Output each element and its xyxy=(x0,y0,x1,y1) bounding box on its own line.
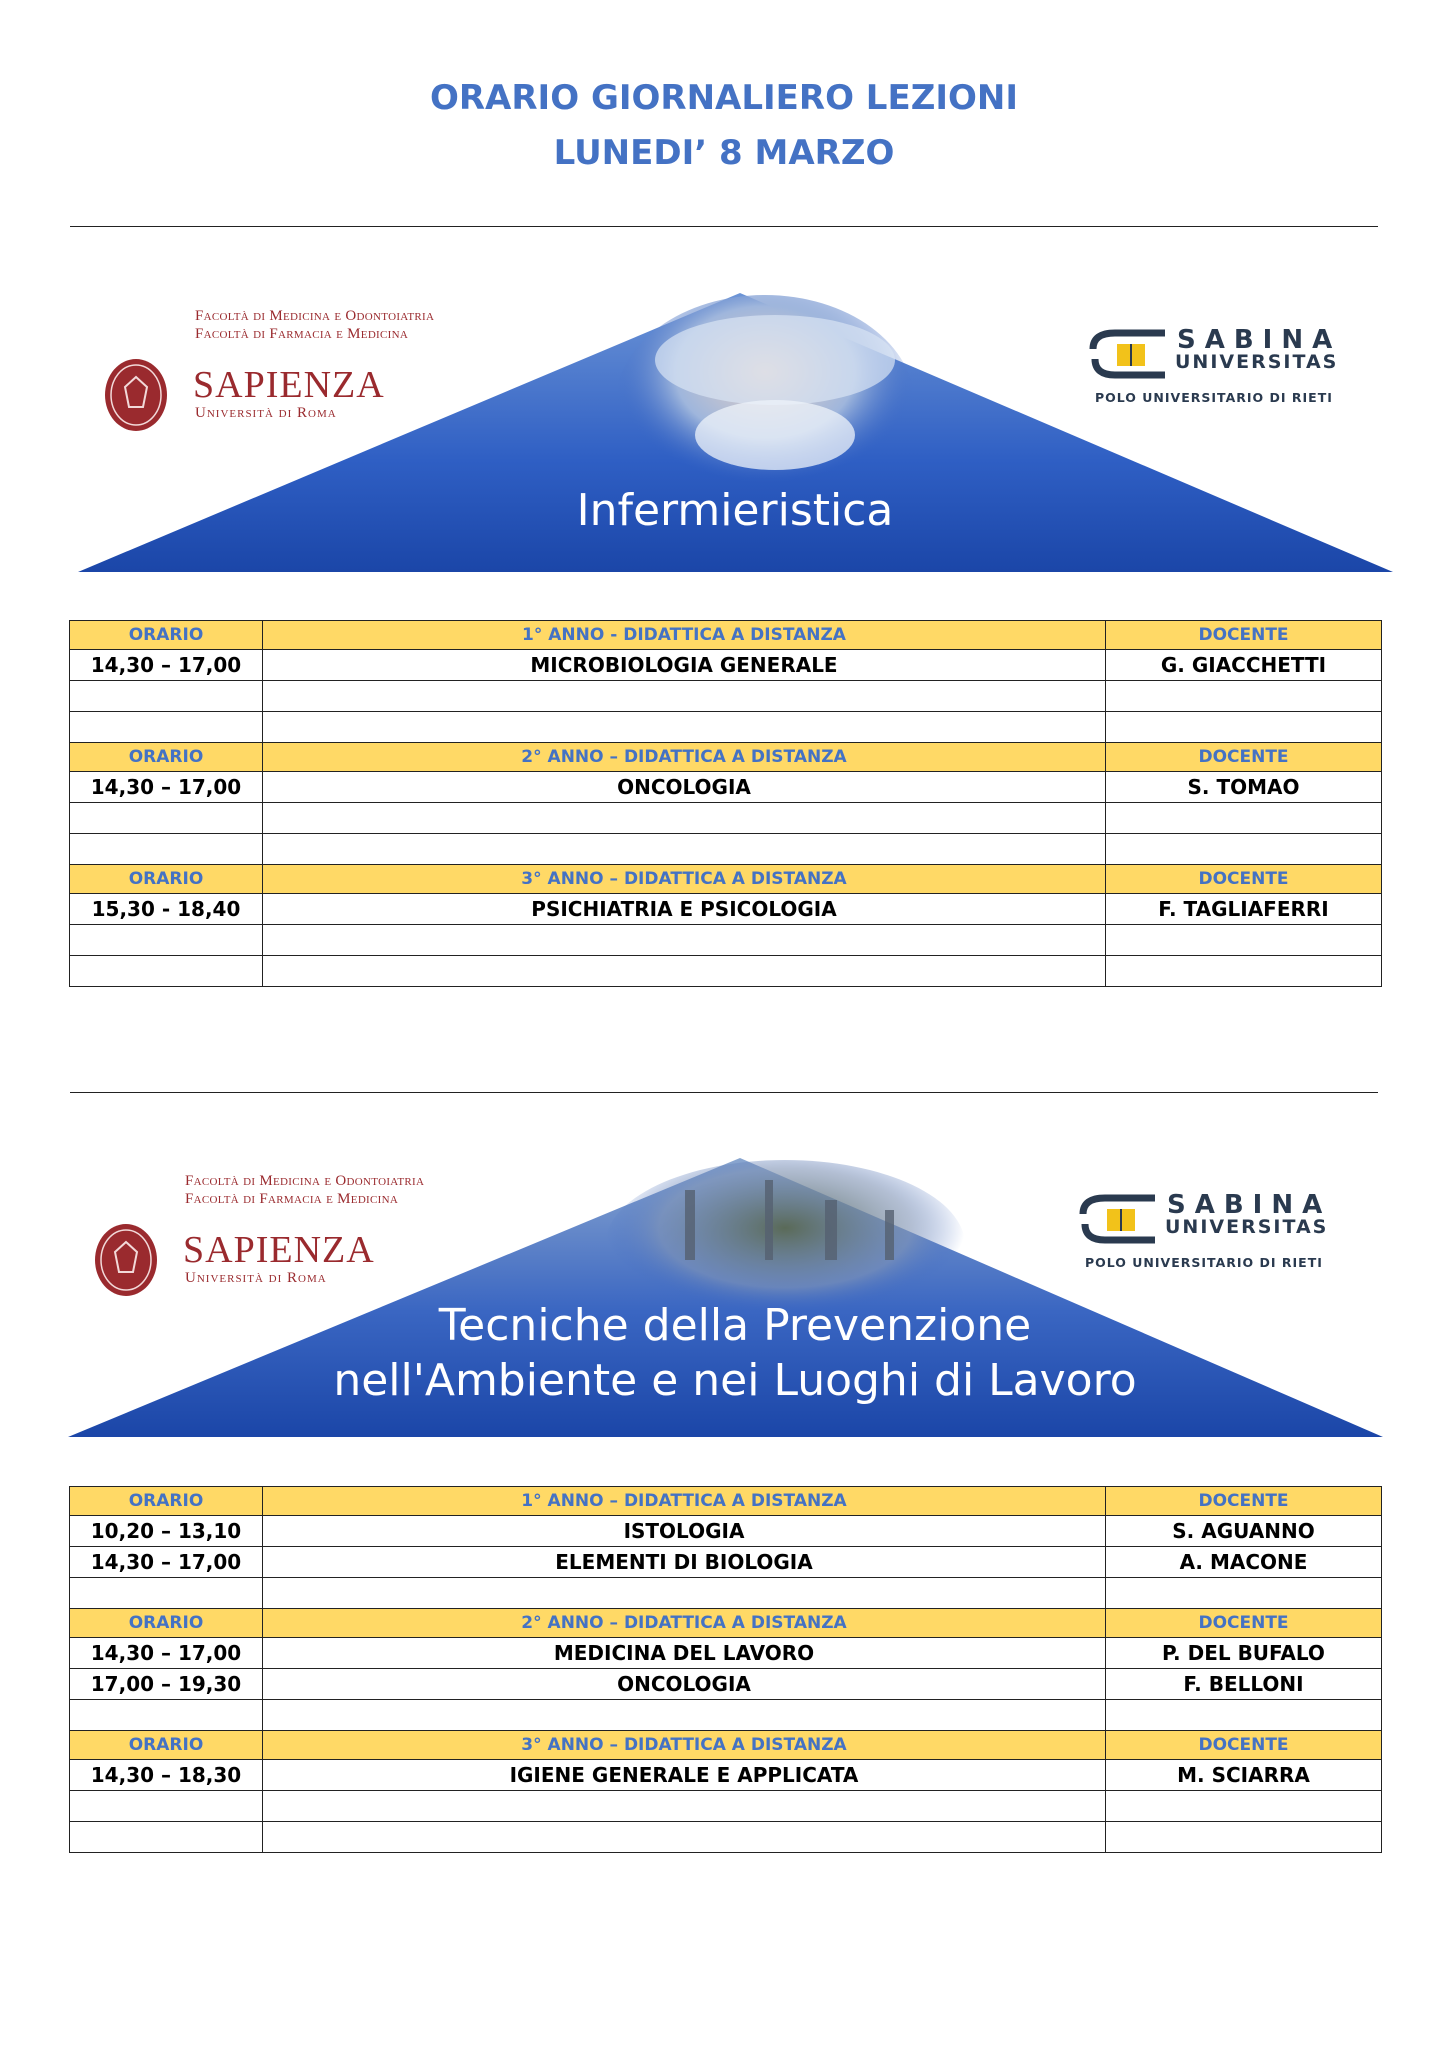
cell-orario: 14,30 – 17,00 xyxy=(70,650,263,681)
cell-docente: M. SCIARRA xyxy=(1106,1760,1382,1791)
cell-docente: A. MACONE xyxy=(1106,1547,1382,1578)
sapienza-faculty-line2: Facoltà di Farmacia e Medicina xyxy=(195,326,409,342)
divider-top xyxy=(70,226,1378,227)
cell-materia: PSICHIATRIA E PSICOLOGIA xyxy=(263,894,1106,925)
header-docente: DOCENTE xyxy=(1106,743,1382,772)
table-row xyxy=(70,712,1382,743)
sabina-logo xyxy=(1085,325,1375,415)
header-docente: DOCENTE xyxy=(1106,1487,1382,1516)
sapienza-faculty-line1: Facoltà di Medicina e Odontoiatria xyxy=(185,1173,425,1189)
page-title: ORARIO GIORNALIERO LEZIONI xyxy=(429,78,1019,118)
banner-caption: Infermieristica xyxy=(576,485,894,536)
header-docente: DOCENTE xyxy=(1106,621,1382,650)
cell-orario: 14,30 – 17,00 xyxy=(70,1638,263,1669)
header-docente: DOCENTE xyxy=(1106,865,1382,894)
sabina-polo: POLO UNIVERSITARIO DI RIETI xyxy=(1085,1255,1323,1270)
sapienza-subtitle: Università di Roma xyxy=(185,1270,327,1286)
cell-orario: 14,30 – 17,00 xyxy=(70,1547,263,1578)
header-orario: ORARIO xyxy=(70,1487,263,1516)
cell-orario xyxy=(70,803,263,834)
sabina-logo xyxy=(1075,1190,1365,1280)
banner-infermieristica xyxy=(75,285,1395,575)
sapienza-faculty-text xyxy=(185,1172,424,1208)
cell-orario: 14,30 – 17,00 xyxy=(70,772,263,803)
cell-orario xyxy=(70,1822,263,1853)
table-header-row xyxy=(70,1731,1382,1760)
header-orario: ORARIO xyxy=(70,865,263,894)
sapienza-subtitle: Università di Roma xyxy=(195,405,337,421)
table-row xyxy=(70,772,1382,803)
cell-materia: ONCOLOGIA xyxy=(263,772,1106,803)
header-anno: 1° ANNO – DIDATTICA A DISTANZA xyxy=(263,1487,1106,1516)
cell-orario xyxy=(70,925,263,956)
banner-tecniche-prevenzione xyxy=(65,1150,1385,1440)
header-orario: ORARIO xyxy=(70,621,263,650)
cell-docente: F. TAGLIAFERRI xyxy=(1106,894,1382,925)
cell-orario xyxy=(70,956,263,987)
table-row xyxy=(70,1760,1382,1791)
table-row xyxy=(70,1547,1382,1578)
table-row xyxy=(70,956,1382,987)
header-anno: 1° ANNO - DIDATTICA A DISTANZA xyxy=(263,621,1106,650)
table-row xyxy=(70,1578,1382,1609)
banner-caption-line1: Tecniche della Prevenzione xyxy=(438,1300,1032,1351)
sapienza-seal-icon xyxy=(93,1222,159,1298)
sabina-subtitle: UNIVERSITAS xyxy=(1175,351,1339,373)
header-orario: ORARIO xyxy=(70,743,263,772)
cell-materia xyxy=(263,925,1106,956)
table-row xyxy=(70,803,1382,834)
table-header-row xyxy=(70,1487,1382,1516)
cell-materia xyxy=(263,803,1106,834)
cell-materia xyxy=(263,1578,1106,1609)
cell-materia: ELEMENTI DI BIOLOGIA xyxy=(263,1547,1106,1578)
page-subtitle-date: LUNEDI’ 8 MARZO xyxy=(553,133,895,173)
cell-materia xyxy=(263,834,1106,865)
cell-materia: ONCOLOGIA xyxy=(263,1669,1106,1700)
table-row xyxy=(70,894,1382,925)
header-anno: 3° ANNO – DIDATTICA A DISTANZA xyxy=(263,1731,1106,1760)
table-header-row xyxy=(70,743,1382,772)
cell-materia: MICROBIOLOGIA GENERALE xyxy=(263,650,1106,681)
header-anno: 3° ANNO – DIDATTICA A DISTANZA xyxy=(263,865,1106,894)
cell-docente xyxy=(1106,1791,1382,1822)
cell-orario xyxy=(70,712,263,743)
sapienza-name: SAPIENZA xyxy=(193,364,385,406)
cell-docente xyxy=(1106,712,1382,743)
cell-orario xyxy=(70,1700,263,1731)
sabina-subtitle: UNIVERSITAS xyxy=(1165,1216,1329,1238)
cell-orario xyxy=(70,681,263,712)
cell-docente: F. BELLONI xyxy=(1106,1669,1382,1700)
cell-docente xyxy=(1106,925,1382,956)
cell-materia xyxy=(263,681,1106,712)
table-row xyxy=(70,1516,1382,1547)
sabina-polo: POLO UNIVERSITARIO DI RIETI xyxy=(1095,390,1333,405)
header-docente: DOCENTE xyxy=(1106,1609,1382,1638)
cell-materia xyxy=(263,956,1106,987)
cell-docente xyxy=(1106,956,1382,987)
sabina-name: SABINA xyxy=(1177,325,1342,355)
table-header-row xyxy=(70,621,1382,650)
sabina-book-icon xyxy=(1085,329,1171,379)
header-anno: 2° ANNO – DIDATTICA A DISTANZA xyxy=(263,743,1106,772)
table-row xyxy=(70,1700,1382,1731)
header-orario: ORARIO xyxy=(70,1731,263,1760)
cell-docente xyxy=(1106,803,1382,834)
table-row xyxy=(70,1669,1382,1700)
cell-orario xyxy=(70,1578,263,1609)
cell-docente: P. DEL BUFALO xyxy=(1106,1638,1382,1669)
sapienza-faculty-line1: Facoltà di Medicina e Odontoiatria xyxy=(195,308,435,324)
schedule-table-infermieristica xyxy=(69,620,1382,987)
cell-materia xyxy=(263,1791,1106,1822)
cell-materia: MEDICINA DEL LAVORO xyxy=(263,1638,1106,1669)
table-row xyxy=(70,925,1382,956)
table-row xyxy=(70,1638,1382,1669)
header-orario: ORARIO xyxy=(70,1609,263,1638)
cell-orario xyxy=(70,834,263,865)
cell-materia xyxy=(263,1822,1106,1853)
sapienza-faculty-line2: Facoltà di Farmacia e Medicina xyxy=(185,1191,399,1207)
header-anno: 2° ANNO – DIDATTICA A DISTANZA xyxy=(263,1609,1106,1638)
cell-orario xyxy=(70,1791,263,1822)
table-row xyxy=(70,1822,1382,1853)
cell-docente xyxy=(1106,681,1382,712)
divider-middle xyxy=(70,1092,1378,1093)
table-row xyxy=(70,650,1382,681)
sapienza-name: SAPIENZA xyxy=(183,1229,375,1271)
table-header-row xyxy=(70,1609,1382,1638)
cell-docente: S. AGUANNO xyxy=(1106,1516,1382,1547)
table-header-row xyxy=(70,865,1382,894)
cell-docente: S. TOMAO xyxy=(1106,772,1382,803)
cell-docente xyxy=(1106,1822,1382,1853)
sapienza-seal-icon xyxy=(103,357,169,433)
sabina-name: SABINA xyxy=(1167,1190,1332,1220)
cell-orario: 15,30 - 18,40 xyxy=(70,894,263,925)
cell-docente xyxy=(1106,1700,1382,1731)
cell-materia xyxy=(263,1700,1106,1731)
sabina-book-icon xyxy=(1075,1194,1161,1244)
cell-docente xyxy=(1106,834,1382,865)
cell-docente: G. GIACCHETTI xyxy=(1106,650,1382,681)
table-row xyxy=(70,1791,1382,1822)
table-row xyxy=(70,834,1382,865)
cell-orario: 10,20 – 13,10 xyxy=(70,1516,263,1547)
cell-orario: 17,00 – 19,30 xyxy=(70,1669,263,1700)
cell-docente xyxy=(1106,1578,1382,1609)
sapienza-faculty-text xyxy=(195,307,434,343)
banner-caption-line2: nell'Ambiente e nei Luoghi di Lavoro xyxy=(333,1355,1137,1406)
header-docente: DOCENTE xyxy=(1106,1731,1382,1760)
cell-materia xyxy=(263,712,1106,743)
schedule-table-tecniche-prevenzione xyxy=(69,1486,1382,1853)
table-row xyxy=(70,681,1382,712)
cell-materia: ISTOLOGIA xyxy=(263,1516,1106,1547)
cell-orario: 14,30 – 18,30 xyxy=(70,1760,263,1791)
cell-materia: IGIENE GENERALE E APPLICATA xyxy=(263,1760,1106,1791)
